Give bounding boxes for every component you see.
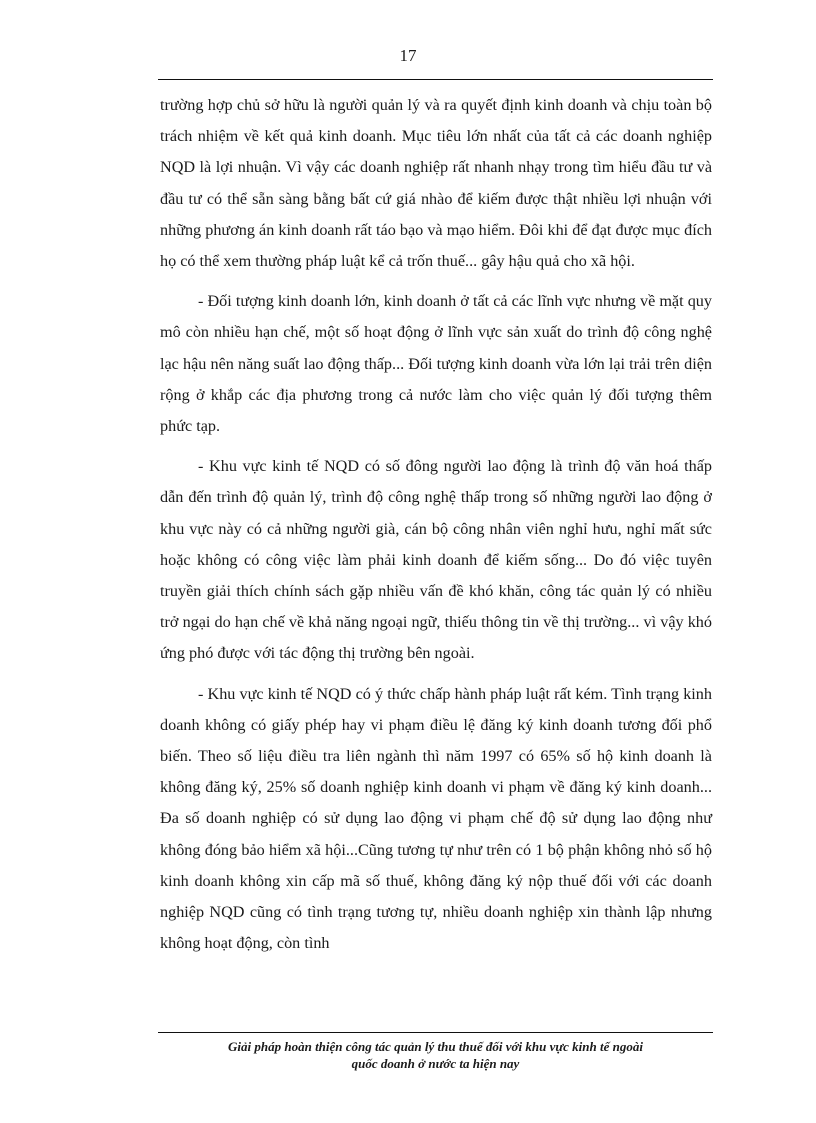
footer-line-2: quốc doanh ở nước ta hiện nay bbox=[351, 1056, 520, 1071]
footer-rule bbox=[158, 1032, 713, 1033]
paragraph: - Đối tượng kinh doanh lớn, kinh doanh ở tất cả các lĩnh vực nhưng về mặt quy mô còn nhiều hạn chế, một số hoạt động ở lĩnh vực sản xuất do trình độ công nghệ lạc hậu nên năng suất lao động thấp... Đối tượng kinh doanh vừa lớn lại trải trên diện rộng ở khắp các địa phương trong cả nước làm cho việc quản lý đối tượng thêm phức tạp. bbox=[160, 292, 712, 436]
paragraph: - Khu vực kinh tế NQD có ý thức chấp hành pháp luật rất kém. Tình trạng kinh doanh không có giấy phép hay vi phạm điều lệ đăng ký kinh doanh tương đối phổ biến. Theo số liệu điều tra liên ngành thì năm 1997 có 65% số hộ kinh doanh là không đăng ký, 25% số doanh nghiệp kinh doanh vi phạm về đăng ký kinh doanh... Đa số doanh nghiệp có sử dụng lao động vi phạm chế độ sử dụng lao động như không đóng bảo hiểm xã hội...Cũng tương tự như trên có 1 bộ phận không nhỏ số hộ kinh doanh không xin cấp mã số thuế, không đăng ký nộp thuế đối với các doanh nghiệp NQD cũng có tình trạng tương tự, nhiều doanh nghiệp xin thành lập nhưng không hoạt động, còn tình bbox=[160, 684, 712, 953]
footer-line-1: Giải pháp hoàn thiện công tác quản lý thu thuế đối với khu vực kinh tế ngoài bbox=[228, 1039, 643, 1054]
paragraph: - Khu vực kinh tế NQD có số đông người lao động là trình độ văn hoá thấp dẫn đến trình độ quản lý, trình độ công nghệ thấp trong số những người lao động ở khu vực này có cả những người già, cán bộ công nhân viên nghỉ hưu, nghỉ mất sức hoặc không có công việc làm phải kinh doanh để kiếm sống... Do đó việc tuyên truyền giải thích chính sách gặp nhiều vấn đề khó khăn, công tác quản lý có nhiều trở ngại do hạn chế về khả năng ngoại ngữ, thiếu thông tin về thị trường... vì vậy khó ứng phó được với tác động thị trường bên ngoài. bbox=[160, 457, 712, 663]
page-number: 17 bbox=[399, 46, 417, 65]
paragraph: trường hợp chủ sở hữu là người quản lý và ra quyết định kinh doanh và chịu toàn bộ trách nhiệm về kết quả kinh doanh. Mục tiêu lớn nhất của tất cả các doanh nghiệp NQD là lợi nhuận. Vì vậy các doanh nghiệp rất nhanh nhạy trong tìm hiểu đầu tư và đầu tư có thể sẵn sàng bằng bất cứ giá nhào để kiếm được thật nhiều lợi nhuận với những phương án kinh doanh rất táo bạo và mạo hiểm. Đôi khi để đạt được mục đích họ có thể xem thường pháp luật kể cả trốn thuế... gây hậu quả cho xã hội. bbox=[160, 96, 712, 271]
header-rule bbox=[158, 79, 713, 80]
document-body bbox=[160, 90, 712, 959]
footer-title bbox=[158, 1038, 713, 1072]
